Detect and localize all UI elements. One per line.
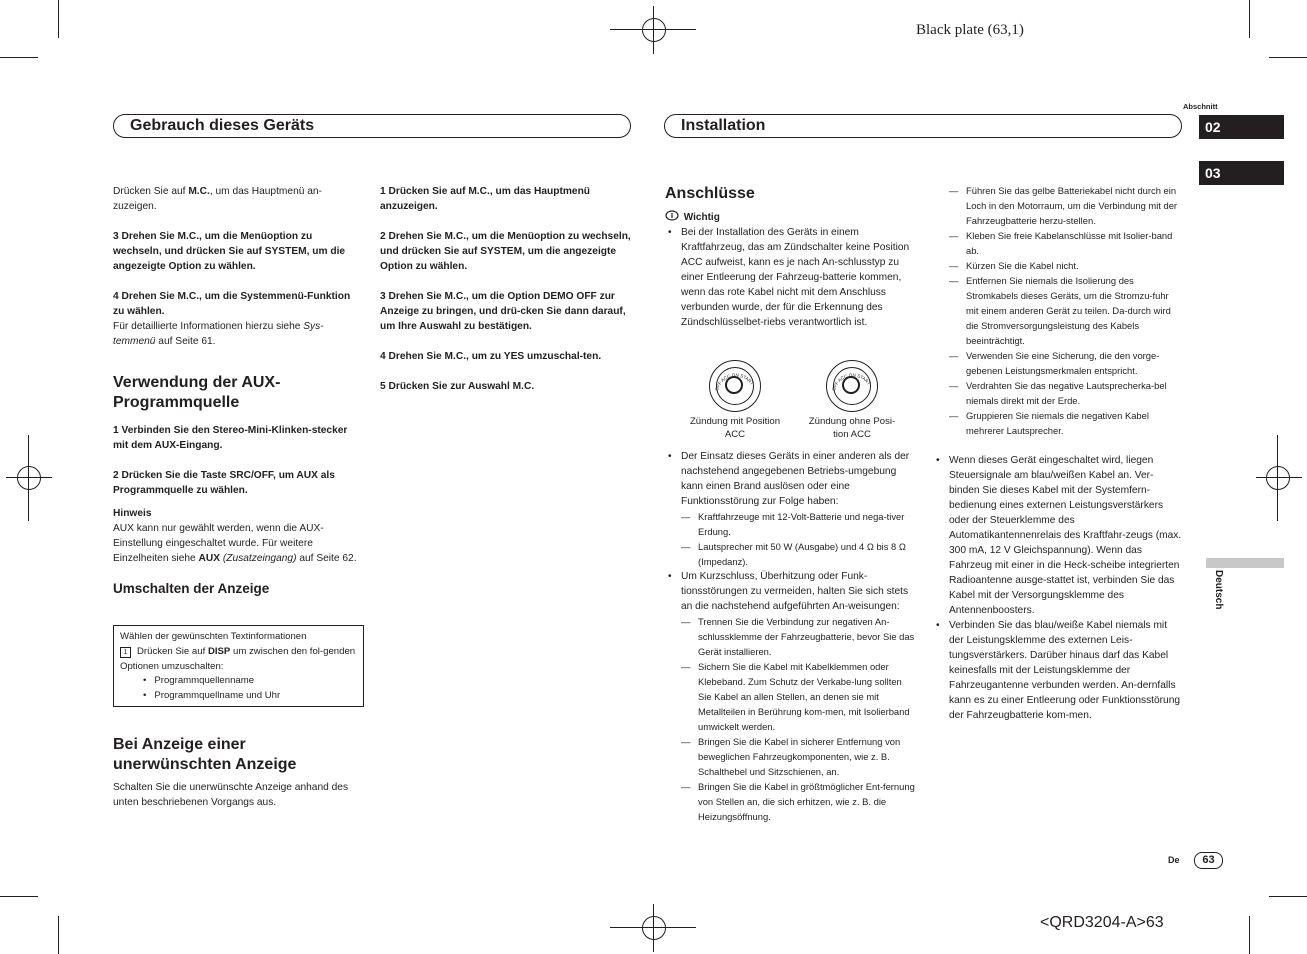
demo-step-1: 1 Drücken Sie auf M.C., um das Hauptmenü anzuzeigen. <box>380 186 591 212</box>
crop-mark <box>1269 57 1307 58</box>
demo-step-3: 3 Drehen Sie M.C., um die Option DEMO OFF zur Anzeige zu bringen, und drü-cken Sie dann darauf, um Ihre Auswahl zu bestätigen. <box>380 291 626 332</box>
registration-mark-line <box>6 477 52 478</box>
crop-mark <box>1249 0 1250 38</box>
header-right: Installation <box>664 114 1182 138</box>
box-title: Wählen der gewünschten Textinformationen <box>120 631 307 642</box>
dash-item: — Verwenden Sie eine Sicherung, die den vorge-gebenen Leistungsmerkmalen entspricht. <box>949 348 1183 378</box>
bullet-control-signal: • Wenn dieses Gerät eingeschaltet wird, liegen Steuersignale am blau/weißen Kabel an. Ver-binden Sie dieses Kabel mit der Systemfern-bedienung eines externen Leistungsverstärkers oder der Steuerklemme des Automatikantennenrelais des Kraftfahr-zeugs (max. 300 mA, 12 V Gleichspannung). Wenn das Fahrzeug mit einer in die Heck-scheibe integrierten Radioantenne ausge-stattet ist, verbinden Sie das Kabel mit der Versorgungsklemme des Antennenboosters. <box>933 453 1183 618</box>
bullet-blue-white-cable: • Verbinden Sie das blau/weiße Kabel niemals mit der Leistungsklemme des externen Leis-tungsverstärkers. Darüber hinaus darf das Kabel keinesfalls mit der Leistungsklemme der Fahrzeugantenne verbunden werden. An-dernfalls kann es zu einer Entleerung oder Funktionsstörung der Fahrzeugbatterie kom-men. <box>933 618 1183 723</box>
crop-mark <box>58 916 59 954</box>
box-step: 1 Drücken Sie auf DISP um zwischen den fol-genden Optionen umzuschalten: <box>120 645 356 672</box>
dash-item: — Gruppieren Sie niemals die negativen Kabel mehrerer Lautsprecher. <box>949 408 1183 438</box>
aux-step-2: 2 Drücken Sie die Taste SRC/OFF, um AUX als Programmquelle zu wählen. <box>113 470 335 496</box>
dash-item: — Bringen Sie die Kabel in größtmöglicher Ent-fernung von Stellen an, die sich erhitzen, wie z. B. die Heizungsöffnung. <box>681 779 915 824</box>
crop-mark <box>58 0 59 38</box>
box-item: • Programmquellenname <box>143 674 357 689</box>
bullet-environment: • Der Einsatz dieses Geräts in einer anderen als der nachstehend angegebenen Betriebs-umgebung kann einen Brand auslösen oder eine Funktionsstörung zur Folge haben: — Kraftfahrzeuge mit 12-Volt-Batterie und nega-tiver Erdung. — Lautsprecher mit 50 W (Ausgabe) und 4 Ω bis 8 Ω (Impedanz). <box>665 449 915 569</box>
unwanted-text: Schalten Sie die unerwünschte Anzeige anhand des unten beschriebenen Vorgangs aus. <box>113 782 349 808</box>
wichtig-label: Wichtig <box>665 210 915 225</box>
svg-text:OFF ACC ON START: OFF ACC ON START <box>714 372 755 392</box>
dash-item: — Verdrahten Sie das negative Lautsprecherka-bel niemals direkt mit der Erde. <box>949 378 1183 408</box>
caption-with-acc: Zündung mit Position ACC <box>689 416 781 440</box>
dial-label <box>710 361 760 411</box>
step-4: 4 Drehen Sie M.C., um die Systemmenü-Funktion zu wählen. <box>113 291 351 317</box>
footer-lang: De <box>1168 855 1180 865</box>
registration-mark <box>1266 466 1290 490</box>
registration-mark <box>642 18 666 42</box>
caption-without-acc: Zündung ohne Posi-tion ACC <box>808 416 896 440</box>
bullet-short-circuit: • Um Kurzschluss, Überhitzung oder Funk-tionsstörungen zu vermeiden, halten Sie sich stets an die nachstehend aufgeführten An-weisungen: — Trennen Sie die Verbindung zur negativen An-schlussklemme der Fahrzeugbatterie, bevor Sie das Gerät installieren. — Sichern Sie die Kabel mit Kabelklemmen oder Klebeband. Zum Schutz der Verkabe-lung sollten Sie Kabel an allen Stellen, an denen sie mit Metallteilen in Berührung kom-men, mit Isolierband umwickelt werden. — Bringen Sie die Kabel in sicherer Entfernung von beweglichen Fahrzeugkomponenten, wie z. B. Schalthebel und Sitzschienen, an. — Bringen Sie die Kabel in größtmöglicher Ent-fernung von Stellen an, die sich erhitzen, wie z. B. die Heizungsöffnung. <box>665 569 915 824</box>
svg-text:OFF ACC ON START: OFF ACC ON START <box>831 372 872 392</box>
dash-item: — Bringen Sie die Kabel in sicherer Entfernung von beweglichen Fahrzeugkomponenten, wie z. B. Schalthebel und Sitzschienen, an. <box>681 734 915 779</box>
column-1 <box>113 184 363 598</box>
column-4 <box>949 183 1183 438</box>
registration-mark-line <box>653 6 654 54</box>
ignition-dial-without-acc <box>826 360 878 412</box>
language-tab-label: Deutsch <box>1213 570 1224 610</box>
aux-heading: Verwendung der AUX-Programmquelle <box>113 374 281 411</box>
language-tab-bar <box>1206 558 1284 568</box>
instruction-box <box>113 625 364 707</box>
step-3: 3 Drehen Sie M.C., um die Menüoption zu wechseln, und drücken Sie auf SYSTEM, um die angezeigte Option zu wählen. <box>113 231 346 272</box>
unwanted-heading: Bei Anzeige einer unerwünschten Anzeige <box>113 736 297 773</box>
step-4-note: Für detaillierte Informationen hierzu siehe Sys-temmenü auf Seite 61. <box>113 321 324 347</box>
registration-mark-line <box>1256 477 1302 478</box>
aux-step-1: 1 Verbinden Sie den Stereo-Mini-Klinken-stecker mit dem AUX-Eingang. <box>113 425 348 451</box>
box-item: • Programmquellname und Uhr <box>143 689 357 704</box>
demo-step-5: 5 Drücken Sie zur Auswahl M.C. <box>380 381 535 392</box>
warning-icon <box>665 212 684 223</box>
registration-mark <box>17 466 41 490</box>
page-number: 63 <box>1194 852 1223 869</box>
intro-text: Drücken Sie auf M.C., um das Hauptmenü an-zuzeigen. <box>113 186 322 212</box>
section-tab-02: 02 <box>1199 115 1284 139</box>
registration-mark <box>642 916 666 940</box>
header-left: Gebrauch dieses Geräts <box>113 114 631 138</box>
crop-mark <box>1249 916 1250 954</box>
column-4-bullets <box>933 453 1183 723</box>
column-1-bottom <box>113 735 365 810</box>
demo-step-4: 4 Drehen Sie M.C., um zu YES umzuschal-ten. <box>380 351 602 362</box>
hinweis-title: Hinweis <box>113 508 152 519</box>
dash-item: — Kleben Sie freie Kabelanschlüsse mit Isolier-band ab. <box>949 228 1183 258</box>
section-tab-03: 03 <box>1199 161 1284 185</box>
dash-item: — Lautsprecher mit 50 W (Ausgabe) und 4 Ω bis 8 Ω (Impedanz). <box>681 539 915 569</box>
crop-mark <box>1269 896 1307 897</box>
dash-item: — Entfernen Sie niemals die Isolierung des Stromkabels dieses Geräts, um die Stromzu-fuhr mit einem anderen Gerät zu teilen. Da-durch wird die Stromversorgungsleistung des Kabels beeinträchtigt. <box>949 273 1183 348</box>
dash-item: — Sichern Sie die Kabel mit Kabelklemmen oder Klebeband. Zum Schutz der Verkabe-lung sollten Sie Kabel an allen Stellen, an denen sie mit Metallteilen in Berührung kom-men, mit Isolierband umwickelt werden. <box>681 659 915 734</box>
registration-mark-line <box>1277 435 1278 521</box>
plate-label: Black plate (63,1) <box>916 22 1024 38</box>
crop-mark <box>0 57 38 58</box>
document-code: <QRD3204-A>63 <box>1040 914 1164 931</box>
crop-mark <box>0 896 38 897</box>
ignition-dial-with-acc <box>709 360 761 412</box>
registration-mark-line <box>28 435 29 521</box>
anschluesse-heading: Anschlüsse <box>665 185 755 202</box>
hinweis-text: AUX kann nur gewählt werden, wenn die AUX-Einstellung eingeschaltet wurde. Für weitere Einzelheiten siehe AUX (Zusatzeingang) auf Seite 62. <box>113 523 357 564</box>
dash-item: — Führen Sie das gelbe Batteriekabel nicht durch ein Loch in den Motorraum, um die Verbindung mit der Fahrzeugbatterie herzu-stellen. <box>949 183 1183 228</box>
dash-item: — Trennen Sie die Verbindung zur negativen An-schlussklemme der Fahrzeugbatterie, bevor Sie das Gerät installieren. <box>681 614 915 659</box>
dial-label <box>827 361 877 411</box>
display-heading: Umschalten der Anzeige <box>113 581 270 596</box>
column-3 <box>665 184 915 330</box>
column-2 <box>380 184 632 394</box>
demo-step-2: 2 Drehen Sie M.C., um die Menüoption zu wechseln, und drücken Sie auf SYSTEM, um die angezeigte Option zu wählen. <box>380 231 631 272</box>
column-3-bottom <box>665 449 915 824</box>
bullet-acc: • Bei der Installation des Geräts in einem Kraftfahrzeug, das am Zündschalter keine Position ACC aufweist, kann es je nach An-schlusstyp zu einer Entleerung der Fahrzeug-batterie kommen, wenn das rote Kabel nicht mit dem Anschluss verbunden wurde, der für die Erkennung des Zündschlüsselbet-riebs verantwortlich ist. <box>665 225 915 330</box>
dash-item: — Kürzen Sie die Kabel nicht. <box>949 258 1183 273</box>
registration-mark-line <box>653 904 654 952</box>
dash-item: — Kraftfahrzeuge mit 12-Volt-Batterie und nega-tiver Erdung. <box>681 509 915 539</box>
section-label: Abschnitt <box>1183 102 1218 111</box>
